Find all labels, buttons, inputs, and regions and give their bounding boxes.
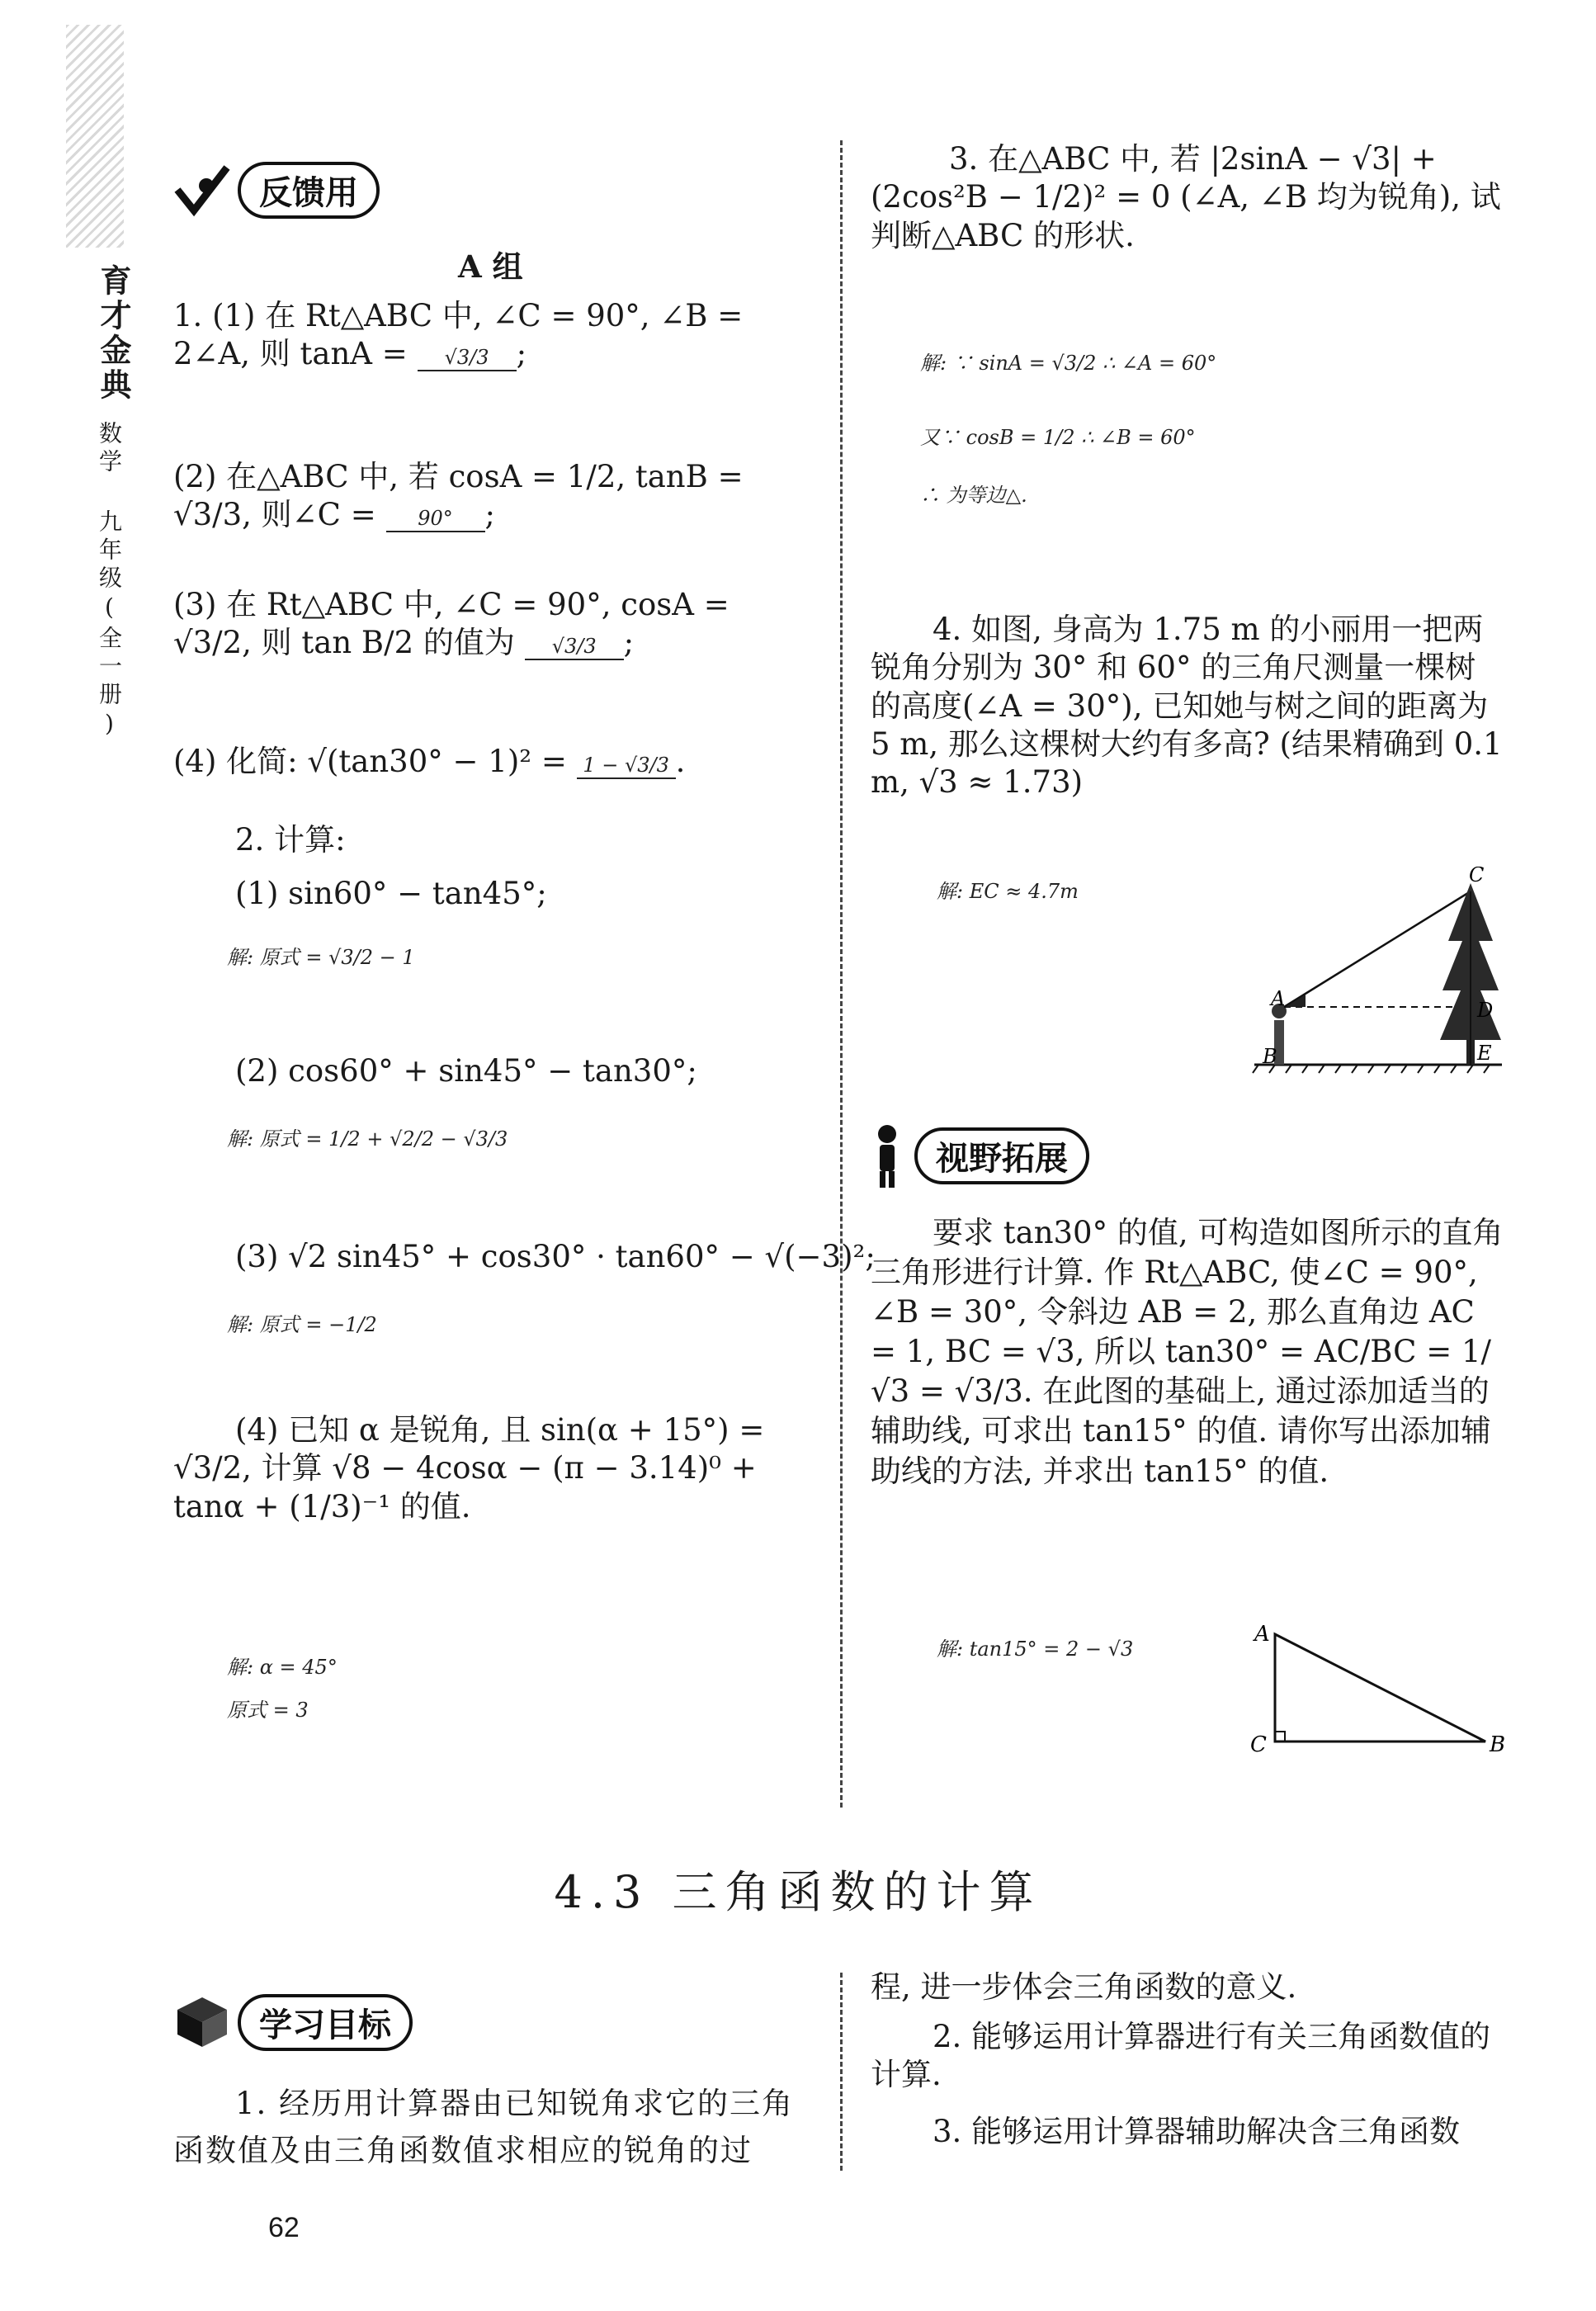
answer-2-4-line2: 原式 = 3 [227, 1699, 309, 1722]
extension-answer: 解: tan15° = 2 − √3 [937, 1638, 1134, 1661]
label-B: B [1490, 1732, 1506, 1757]
answer-1-1: √3/3 [418, 345, 517, 371]
goal-1-continued: 程, 进一步体会三角函数的意义. [871, 1969, 1297, 2005]
label-C: C [1469, 867, 1485, 886]
column-divider [840, 140, 843, 1808]
label-B: B [1263, 1045, 1277, 1068]
label-A: A [1254, 1622, 1270, 1647]
feedback-header: 反馈用 [173, 157, 380, 223]
extension-text: 要求 tan30° 的值, 可构造如图所示的直角三角形进行计算. 作 Rt△ABC, 使∠C = 90°, ∠B = 30°, 令斜边 AB = 2, 那么直角边 AC = 1, BC = √3, 所以 tan30° = AC/BC = 1/√3 = √3/3. 在此图的基础上, 通过添加适当的辅助线, 可求出 tan15° 的值. 请你写出添加辅助线的方法, 并求出 tan15° 的值. [871, 1215, 1504, 1489]
answer-2-2: 解: 原式 = 1/2 + √2/2 − √3/3 [227, 1127, 508, 1151]
question-1-3: (3) 在 Rt△ABC 中, ∠C = 90°, cosA = √3/2, 则 tan B/2 的值为 √3/3 ; [173, 587, 730, 661]
goals-header: 学习目标 [173, 1989, 413, 2055]
question-2: 2. 计算: [235, 822, 346, 858]
group-label: A 组 [458, 248, 523, 285]
answer-3-line2: 又∵ cosB = 1/2 ∴ ∠B = 60° [920, 426, 1196, 449]
label-D: D [1477, 999, 1494, 1022]
question-2-3: (3) √2 sin45° + cos30° · tan60° − √(−3)²; [235, 1239, 876, 1274]
checkmark-person-icon [173, 161, 231, 219]
answer-1-3: √3/3 [525, 634, 624, 660]
answer-1-2: 90° [386, 506, 485, 532]
question-2-1: (1) sin60° − tan45°; [235, 876, 547, 911]
question-3: 3. 在△ABC 中, 若 |2sinA − √3| + (2cos²B − 1/2)² = 0 (∠A, ∠B 均为锐角), 试判断△ABC 的形状. [871, 141, 1501, 253]
goal-2: 2. 能够运用计算器进行有关三角函数值的计算. [871, 2019, 1491, 2093]
question-4: 4. 如图, 身高为 1.75 m 的小丽用一把两锐角分别为 30° 和 60° 的三角尺测量一棵树的高度(∠A = 30°), 已知她与树之间的距离为 5 m, 那么这棵树大约有多高? (结果精确到 0.1 m, √3 ≈ 1.73) [871, 612, 1503, 800]
answer-2-4-line1: 解: α = 45° [227, 1656, 338, 1679]
question-1-1: 1. (1) 在 Rt△ABC 中, ∠C = 90°, ∠B = 2∠A, 则 tanA = √3/3 ; [173, 298, 744, 372]
goal-3: 3. 能够运用计算器辅助解决含三角函数 [933, 2114, 1461, 2149]
label-A: A [1271, 987, 1286, 1010]
book-meta: 数学 九年级(全一册) [96, 421, 123, 742]
page-number: 62 [268, 2212, 300, 2243]
column-divider-lower [840, 1973, 843, 2171]
triangle-abc [1275, 1634, 1485, 1742]
question-2-2: (2) cos60° + sin45° − tan30°; [235, 1053, 697, 1089]
answer-3-line3: ∴ 为等边△. [920, 484, 1027, 507]
label-C: C [1250, 1732, 1267, 1757]
question-2-4: (4) 已知 α 是锐角, 且 sin(α + 15°) = √3/2, 计算 √8 − 4cosα − (π − 3.14)⁰ + tanα + (1/3)⁻¹ 的值. [173, 1412, 765, 1524]
book-title: 育才金典 [95, 264, 132, 403]
question-1-4: (4) 化简: √(tan30° − 1)² = 1 − √3/3 . [173, 744, 686, 779]
answer-4: 解: EC ≈ 4.7m [937, 880, 1079, 903]
extension-header: 视野拓展 [866, 1122, 1089, 1189]
sight-line [1284, 891, 1471, 1007]
rubiks-cube-icon [173, 1993, 231, 2051]
triangle-figure [1238, 1618, 1518, 1766]
answer-2-3: 解: 原式 = −1/2 [227, 1313, 377, 1336]
person-icon [866, 1122, 908, 1189]
side-decoration [66, 25, 124, 248]
answer-2-1: 解: 原式 = √3/2 − 1 [227, 946, 415, 969]
right-angle-mark [1275, 1732, 1285, 1742]
answer-1-4: 1 − √3/3 [577, 753, 676, 779]
label-E: E [1477, 1042, 1492, 1065]
section-title: 4.3 三角函数的计算 [554, 1866, 1042, 1918]
question-1-2: (2) 在△ABC 中, 若 cosA = 1/2, tanB = √3/3, 则∠C = 90° ; [173, 459, 744, 533]
tree-figure [1238, 867, 1518, 1081]
answer-3-line1: 解: ∵ sinA = √3/2 ∴ ∠A = 60° [920, 352, 1217, 375]
goal-1: 1. 经历用计算器由已知锐角求它的三角函数值及由三角函数值求相应的锐角的过 [173, 2086, 795, 2169]
